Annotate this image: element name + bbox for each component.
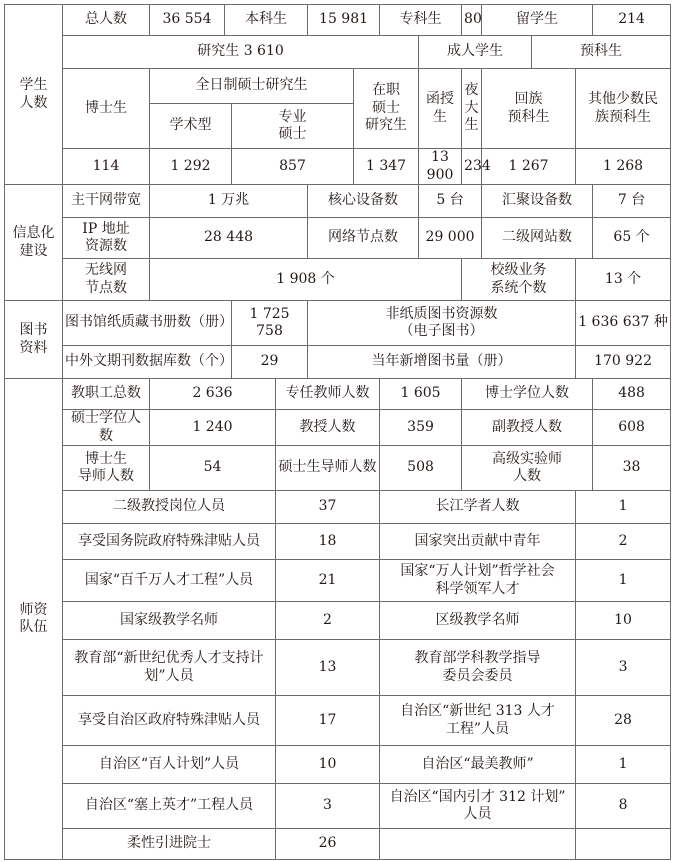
honor-label: 享受国务院政府特殊津贴人员 [63,524,276,560]
honor-label: 国家“百千万人才工程”人员 [63,560,276,602]
honor-value: 28 [576,696,671,746]
cell-label: 博士生 [63,69,150,149]
cell-value: 1 万兆 [150,185,308,218]
honor-value: 10 [576,602,671,640]
cell-label: 在职 硕士 研究生 [354,69,419,149]
honor-value: 26 [276,829,380,860]
honor-value: 3 [276,784,380,829]
cell-label: 硕士生导师人数 [276,446,380,491]
honor-label: 长江学者人数 [380,491,576,524]
cell-value: 36 554 [150,5,225,36]
cell-value: 1 725 758 [232,301,308,346]
cell-value: 1 292 [150,149,232,185]
honor-label: 柔性引进院士 [63,829,276,860]
cell-value: 29 000 [419,218,482,259]
honor-value: 10 [276,746,380,784]
honor-value: 1 [576,491,671,524]
honor-value: 21 [276,560,380,602]
cell-label: 校级业务 系统个数 [462,259,576,301]
honor-value: 37 [276,491,380,524]
honor-value-empty [576,829,671,860]
honor-value: 8 [576,784,671,829]
cell-value: 1 267 [482,149,576,185]
cell-value: 29 [232,346,308,379]
cell-label: 教职工总数 [63,379,150,410]
cell-label: 学术型 [150,104,232,149]
cell-label: 高级实验师 人数 [462,446,593,491]
honor-label: 教育部学科教学指导 委员会委员 [380,640,576,696]
cell-label: 中外文期刊数据库数（个） [63,346,232,379]
honor-label: 自治区“塞上英才”工程人员 [63,784,276,829]
honor-value: 3 [576,640,671,696]
section-label-faculty: 师资 队伍 [5,379,63,860]
cell-value: 170 922 [576,346,671,379]
cell-value: 608 [593,410,671,446]
cell-value: 54 [150,446,276,491]
honor-label: 国家“万人计划”哲学社会 科学领军人才 [380,560,576,602]
honor-value: 1 [576,746,671,784]
cell-value: 508 [380,446,462,491]
honor-label: 教育部“新世纪优秀人才支持计 划”人员 [63,640,276,696]
cell-label: 网络节点数 [308,218,419,259]
cell-value: 13 900 [419,149,462,185]
university-statistics-table [4,4,671,860]
cell-value: 214 [593,5,671,36]
honor-label-empty [380,829,576,860]
cell-label: 函授生 [419,69,462,149]
cell-value: 1 908 个 [150,259,462,301]
cell-value: 359 [380,410,462,446]
cell-value: 65 个 [593,218,671,259]
honor-label: 自治区“新世纪 313 人才 工程”人员 [380,696,576,746]
honor-label: 国家级教学名师 [63,602,276,640]
cell-value: 1 636 637 种 [576,301,671,346]
honor-label: 二级教授岗位人员 [63,491,276,524]
cell-label: 硕士学位人数 [63,410,150,446]
honor-label: 自治区“国内引才 312 计划” 人员 [380,784,576,829]
cell-label: 非纸质图书资源数 （电子图书） [308,301,576,346]
section-label-it: 信息化 建设 [5,185,63,301]
cell-label: 无线网 节点数 [63,259,150,301]
honor-value: 2 [576,524,671,560]
cell-value: 5 台 [419,185,482,218]
honor-value: 17 [276,696,380,746]
cell-label: 教授人数 [276,410,380,446]
cell-value: 80 [462,5,482,36]
honor-label: 自治区“百人计划”人员 [63,746,276,784]
cell-label: 全日制硕士研究生 [150,69,354,104]
honor-value: 2 [276,602,380,640]
cell-label: 专任教师人数 [276,379,380,410]
cell-label: 研究生 3 610 [63,36,419,69]
cell-label: 其他少数民 族预科生 [576,69,671,149]
cell-label: 二级网站数 [482,218,593,259]
honor-label: 自治区“最美教师” [380,746,576,784]
cell-value: 1 347 [354,149,419,185]
cell-value: 1 240 [150,410,276,446]
cell-value: 7 台 [593,185,671,218]
honor-label: 享受自治区政府特殊津贴人员 [63,696,276,746]
honor-label: 国家突出贡献中青年 [380,524,576,560]
cell-label: 总人数 [63,5,150,36]
cell-value: 2 636 [150,379,276,410]
honor-value: 18 [276,524,380,560]
cell-label: 专科生 [380,5,462,36]
cell-label: 回族 预科生 [482,69,576,149]
cell-label: 成人学生 [419,36,532,69]
cell-label: 专业 硕士 [232,104,354,149]
cell-label: 留学生 [482,5,593,36]
cell-label: 图书馆纸质藏书册数（册） [63,301,232,346]
cell-value: 38 [593,446,671,491]
cell-label: 主干网带宽 [63,185,150,218]
cell-value: 28 448 [150,218,308,259]
cell-label: 汇聚设备数 [482,185,593,218]
honor-label: 区级教学名师 [380,602,576,640]
section-label-students: 学生 人数 [5,5,63,185]
cell-value: 1 605 [380,379,462,410]
cell-value: 13 个 [576,259,671,301]
cell-value: 488 [593,379,671,410]
cell-value: 857 [232,149,354,185]
cell-label: 当年新增图书量（册） [308,346,576,379]
cell-label: 博士学位人数 [462,379,593,410]
cell-label: 预科生 [532,36,671,69]
cell-label: 夜大生 [462,69,482,149]
honor-value: 1 [576,560,671,602]
cell-label: IP 地址 资源数 [63,218,150,259]
cell-label: 副教授人数 [462,410,593,446]
cell-label: 博士生 导师人数 [63,446,150,491]
cell-label: 本科生 [225,5,308,36]
cell-value: 114 [63,149,150,185]
cell-value: 15 981 [308,5,380,36]
cell-label: 核心设备数 [308,185,419,218]
section-label-library: 图书 资料 [5,301,63,379]
honor-value: 13 [276,640,380,696]
cell-value: 1 268 [576,149,671,185]
cell-value: 234 [462,149,482,185]
